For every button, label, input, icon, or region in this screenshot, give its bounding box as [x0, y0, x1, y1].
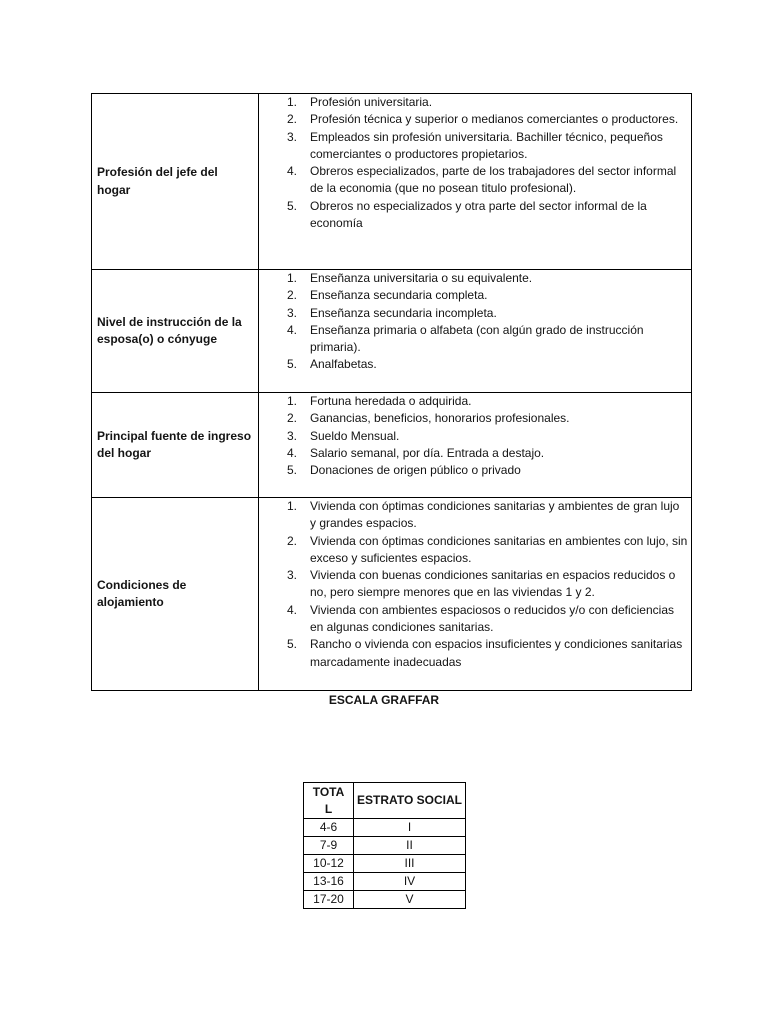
item-text: Fortuna heredada o adquirida. [310, 394, 472, 408]
item-text: Analfabetas. [310, 357, 377, 372]
list-item [259, 270, 688, 287]
list-item [259, 393, 688, 410]
list-item [259, 602, 688, 637]
item-text: Vivienda con óptimas condiciones sanitarias y ambientes de gran lujo y grandes espacios. [310, 499, 680, 531]
strata-stratum-cell: III [354, 855, 466, 873]
strata-header-total [304, 783, 354, 819]
item-text: Profesión técnica y superior o medianos comerciantes o productores. [310, 112, 679, 127]
list-item [259, 111, 688, 128]
list-item [259, 198, 688, 233]
strata-total-cell: 4-6 [304, 819, 354, 837]
criteria-label-line: esposa(o) o cónyuge [97, 332, 218, 346]
list-item [259, 498, 688, 533]
strata-stratum-cell: V [354, 891, 466, 909]
criteria-label [92, 94, 259, 269]
item-text: Enseñanza universitaria o su equivalente. [310, 271, 533, 285]
list-item [259, 533, 688, 568]
strata-row [304, 855, 466, 873]
criteria-label-line: hogar [97, 182, 131, 197]
item-text: Profesión universitaria. [310, 95, 433, 109]
criteria-row [92, 94, 691, 270]
strata-header-total-line: L [324, 801, 333, 816]
list-item [259, 445, 688, 462]
criteria-list [259, 498, 691, 690]
item-text: Enseñanza secundaria incompleta. [310, 305, 497, 320]
strata-total-cell: 13-16 [304, 873, 354, 891]
strata-header-total-line: TOTA [312, 784, 345, 799]
list-item [259, 305, 688, 322]
list-item [259, 356, 688, 373]
list-item [259, 163, 688, 198]
strata-row [304, 891, 466, 909]
item-number: 2. [287, 533, 298, 548]
criteria-label-line: alojamiento [97, 595, 164, 609]
item-number: 2. [287, 288, 298, 303]
list-item [259, 129, 688, 164]
strata-header-stratum: ESTRATO SOCIAL [354, 783, 466, 819]
criteria-label [92, 393, 259, 497]
item-text: Vivienda con óptimas condiciones sanitarias en ambientes con lujo, sin exceso y suficientes espacios. [310, 533, 688, 565]
strata-row [304, 819, 466, 837]
strata-total-cell: 7-9 [304, 837, 354, 855]
item-number: 4. [287, 445, 298, 460]
item-number: 1. [287, 499, 298, 513]
list-item [259, 567, 688, 602]
item-number: 1. [287, 394, 298, 408]
criteria-list [259, 393, 691, 497]
strata-row [304, 873, 466, 891]
item-text: Enseñanza secundaria completa. [310, 288, 488, 303]
criteria-row [92, 393, 691, 498]
item-text: Vivienda con buenas condiciones sanitarias en espacios reducidos o no, pero siempre menores que en las viviendas 1 y 2. [310, 568, 676, 600]
criteria-list [259, 270, 691, 392]
item-number: 4. [287, 164, 298, 179]
criteria-label-line: Profesión del jefe del [97, 165, 218, 180]
item-text: Vivienda con ambientes espaciosos o reducidos y/o con deficiencias en algunas condiciones sanitarias. [310, 602, 674, 635]
criteria-list [259, 94, 691, 269]
criteria-row [92, 498, 691, 690]
criteria-label [92, 498, 259, 690]
list-item [259, 410, 688, 427]
criteria-label-line: Condiciones de [97, 577, 187, 592]
item-text: Obreros no especializados y otra parte del sector informal de la economía [310, 198, 647, 231]
item-number: 4. [287, 602, 298, 617]
list-item [259, 94, 688, 111]
strata-total-cell: 10-12 [304, 855, 354, 873]
strata-stratum-cell: II [354, 837, 466, 855]
criteria-label-line: del hogar [97, 446, 152, 460]
list-item [259, 636, 688, 671]
table-caption: ESCALA GRAFFAR [328, 693, 440, 707]
list-item [259, 287, 688, 304]
strata-stratum-cell: I [354, 819, 466, 837]
item-number: 3. [287, 129, 298, 144]
item-text: Obreros especializados, parte de los trabajadores del sector informal de la economia (que no posean titulo profesional). [310, 164, 677, 196]
item-text: Donaciones de origen público o privado [310, 463, 521, 478]
criteria-label-line: Principal fuente de ingreso [97, 428, 252, 443]
item-text: Empleados sin profesión universitaria. Bachiller técnico, pequeños comerciantes o productores propietarios. [310, 129, 663, 161]
item-text: Rancho o vivienda con espacios insuficientes y condiciones sanitarias marcadamente inadecuadas [310, 637, 683, 669]
item-number: 2. [287, 112, 298, 127]
item-number: 4. [287, 322, 298, 337]
item-number: 1. [287, 271, 298, 285]
list-item [259, 428, 688, 445]
item-text: Salario semanal, por día. Entrada a destajo. [310, 445, 545, 460]
list-item [259, 462, 688, 479]
strata-header-row [304, 783, 466, 819]
item-number: 5. [287, 198, 298, 213]
item-number: 2. [287, 411, 298, 426]
item-number: 5. [287, 463, 298, 478]
criteria-label [92, 270, 259, 392]
item-number: 3. [287, 305, 298, 320]
strata-table [303, 782, 466, 909]
item-text: Sueldo Mensual. [310, 428, 400, 443]
strata-row [304, 837, 466, 855]
item-number: 1. [287, 95, 298, 109]
item-number: 5. [287, 637, 298, 652]
strata-stratum-cell: IV [354, 873, 466, 891]
list-item [259, 322, 688, 357]
item-number: 3. [287, 568, 298, 583]
item-text: Enseñanza primaria o alfabeta (con algún grado de instrucción primaria). [310, 322, 644, 355]
criteria-label-line: Nivel de instrucción de la [97, 314, 242, 329]
criteria-table [91, 93, 692, 691]
criteria-row [92, 270, 691, 393]
strata-total-cell: 17-20 [304, 891, 354, 909]
item-number: 3. [287, 428, 298, 443]
item-number: 5. [287, 357, 298, 372]
item-text: Ganancias, beneficios, honorarios profesionales. [310, 411, 570, 426]
